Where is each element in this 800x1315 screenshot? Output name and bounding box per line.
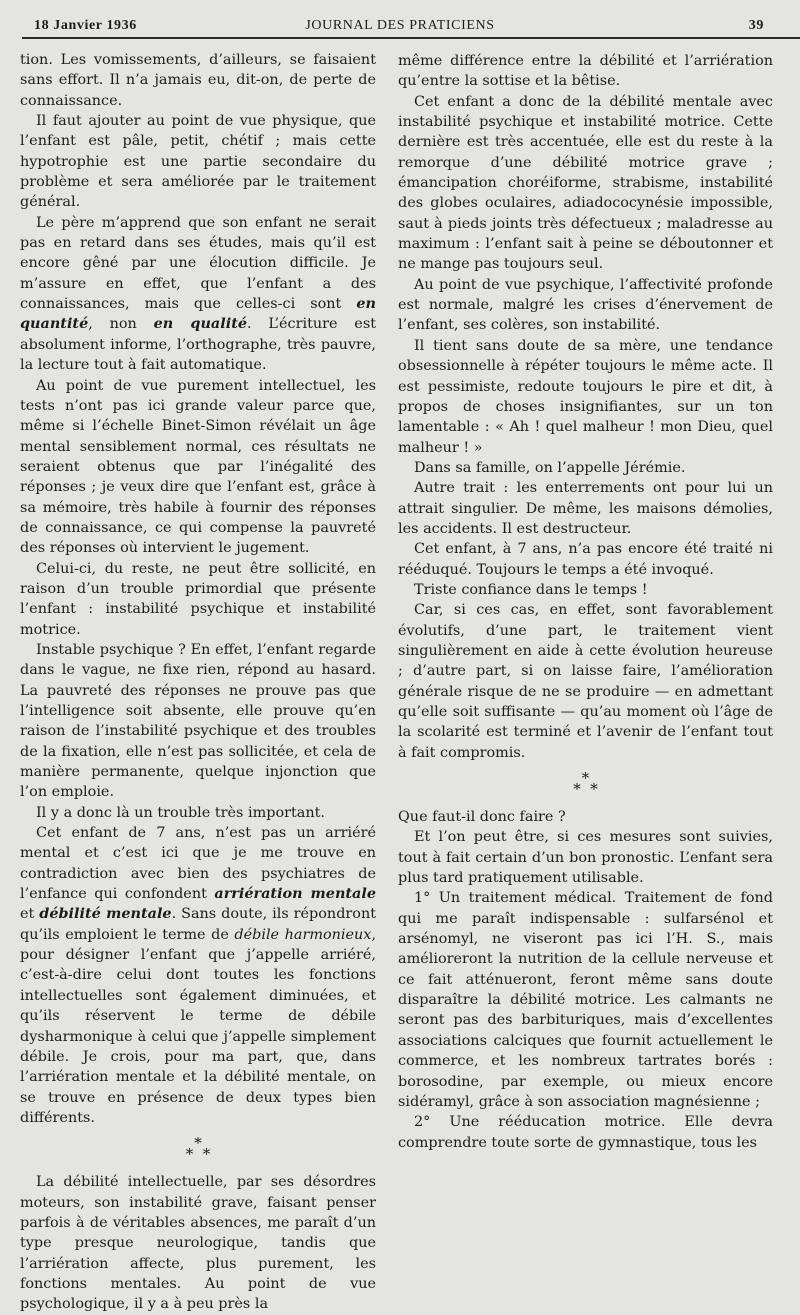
section-separator: * * * <box>573 769 598 799</box>
emphasis-text: arriération mentale <box>214 885 376 903</box>
paragraph: Il y a donc là un trouble très important. <box>36 804 325 821</box>
paragraph: Au point de vue purement intellectuel, les tests n’ont pas ici grande valeur parce que, même si l’échelle Binet-Simon révélait un âge mental sensiblement normal, ces résultats ne seraient obtenus que par l’inégalité des réponses ; je veux dire que l’enfant est, grâce à sa mémoire, très habile à fournir des réponses de connaissance, ce qui compense la pauvreté des réponses où intervient le jugement. <box>20 377 376 557</box>
paragraph: même différence entre la débilité et l’arriération qu’entre la sottise et la bêtise. <box>398 53 773 90</box>
section-separator: * * * <box>185 1134 211 1164</box>
journal-title: JOURNAL DES PRATICIENS <box>305 18 495 33</box>
paragraph: Que faut-il donc faire ? <box>398 809 566 826</box>
header-rule <box>22 37 800 39</box>
emphasis-text: en qualité <box>153 315 247 333</box>
paragraph: Cet enfant, à 7 ans, n’a pas encore été traité ni rééduqué. Toujours le temps a été invoqué. <box>398 541 773 578</box>
paragraph: tion. Les vomissements, d’ailleurs, se faisaient sans effort. Il n’a jamais eu, dit-on, de perte de connaissance. <box>20 52 376 109</box>
paragraph: Cet enfant a donc de la débilité mentale avec instabilité psychique et instabilité motrice. Cette dernière est très accentuée, elle est du reste à la remorque d’une débilité motrice grave ; émancipation choréiforme, strabisme, instabilité des globes oculaires, adiadococynésie impossible, saut à pieds joints très défectueux ; maladresse au maximum : l’enfant sait à peine se déboutonner et ne mange pas toujours seul. <box>398 93 773 273</box>
paragraph: Au point de vue psychique, l’affectivité profonde est normale, malgré les crises d’énervement de l’enfant, ses colères, son instabilité. <box>398 276 773 334</box>
emphasis-text: en quantité <box>20 295 376 333</box>
paragraph: 1° Un traitement médical. Traitement de fond qui me paraît indispensable : sulfarsénol et arsénomyl, ne viseront pas ici l’H. S., mais amélioreront la nutrition de la cellule nerveuse et ce fait atténueront, feront même sans doute disparaître la débilité motrice. Les calmants ne seront pas des barbituriques, mais d’excellentes associations calciques que fournit actuellement le commerce, et les nombreux tartrates borés : borosodine, par exemple, ou mieux encore sidéramyl, grâce à son association magnésienne ; <box>398 890 773 1110</box>
page-number: 39 <box>748 18 764 33</box>
left-column <box>20 50 376 1315</box>
page-header <box>22 14 778 36</box>
paragraph: Autre trait : les enterrements ont pour lui un attrait singulier. De même, les maisons démolies, les accidents. Il est destructeur. <box>398 480 773 537</box>
paragraph: Il tient sans doute de sa mère, une tendance obsessionnelle à répéter toujours le même acte. Il est pessimiste, redoute toujours le pire et dit, à propos de choses insignifiantes, sur un ton lamentable : « Ah ! quel malheur ! mon Dieu, quel malheur ! » <box>398 337 773 456</box>
right-column <box>398 51 773 1153</box>
paragraph: Car, si ces cas, en effet, sont favorablement évolutifs, d’une part, le traitement vient singulièrement en aide à cette évolution heureuse ; d’autre part, si on laisse faire, l’amélioration générale risque de ne se produire — en admettant qu’elle soit suffisante — qu’au moment où l’âge de la scolarité est terminé et l’avenir de l’enfant tout à fait compromis. <box>398 602 773 761</box>
emphasis-text: débilité mentale <box>39 905 172 923</box>
paragraph: Dans sa famille, on l’appelle Jérémie. <box>414 459 686 476</box>
paragraph: Cet enfant de 7 ans, n’est pas un arriéré mental et c’est ici que je me trouve en contradiction avec bien des psychiatres de l’enfance qui confondent arriération mentale et débilité mentale. Sans doute, ils répondront qu’ils emploient le terme de débile harmonieux, pour désigner l’enfant que j’appelle arriéré, c’est-à-dire celui dont toutes les fonctions intellectuelles sont également diminuées, et qu’ils réservent le terme de débile dysharmonique à celui que j’appelle simplement débile. Je crois, pour ma part, que, dans l’arriération mentale et la débilité mentale, on se trouve en présence de deux types bien différents. <box>20 825 377 1126</box>
paragraph: Et l’on peut être, si ces mesures sont suivies, tout à fait certain d’un bon pronostic. L’enfant sera plus tard pratiquement utilisable. <box>398 829 773 887</box>
emphasis-text: débile harmonieux <box>234 926 372 943</box>
paragraph: Instable psychique ? En effet, l’enfant regarde dans le vague, ne fixe rien, répond au hasard. La pauvreté des réponses ne prouve pas que l’intelligence soit absente, elle prouve qu’en raison de l’instabilité psychique et des troubles de la fixation, elle n’est pas sollicitée, et cela de manière permanente, quelque injonction que l’on emploie. <box>20 641 376 801</box>
issue-date: 18 Janvier 1936 <box>34 18 137 33</box>
paragraph: Celui-ci, du reste, ne peut être sollicité, en raison d’un trouble primordial que présente l’enfant : instabilité psychique et instabilité motrice. <box>20 560 376 638</box>
paragraph: La débilité intellectuelle, par ses désordres moteurs, son instabilité grave, faisant penser parfois à de véritables absences, me paraît d’un type presque neurologique, tandis que l’arriération affecte, plus purement, les fonctions mentales. Au point de vue psychologique, il y a à peu près la <box>20 1174 376 1313</box>
paragraph: 2° Une rééducation motrice. Elle devra comprendre toute sorte de gymnastique, tous les <box>398 1114 773 1151</box>
paragraph: Le père m’apprend que son enfant ne serait pas en retard dans ses études, mais qu’il est encore gêné par une élocution difficile. Je m’assure en effet, que l’enfant a des connaissances, mais que celles-ci sont en quantité, non en qualité. L’écriture est absolument informe, l’orthographe, très pauvre, la lecture tout à fait automatique. <box>20 214 376 374</box>
paragraph: Il faut ajouter au point de vue physique, que l’enfant est pâle, petit, chétif ; mais cette hypotrophie est une partie secondaire du problème et sera améliorée par le traitement général. <box>20 113 376 211</box>
paragraph: Triste confiance dans le temps ! <box>414 581 648 598</box>
